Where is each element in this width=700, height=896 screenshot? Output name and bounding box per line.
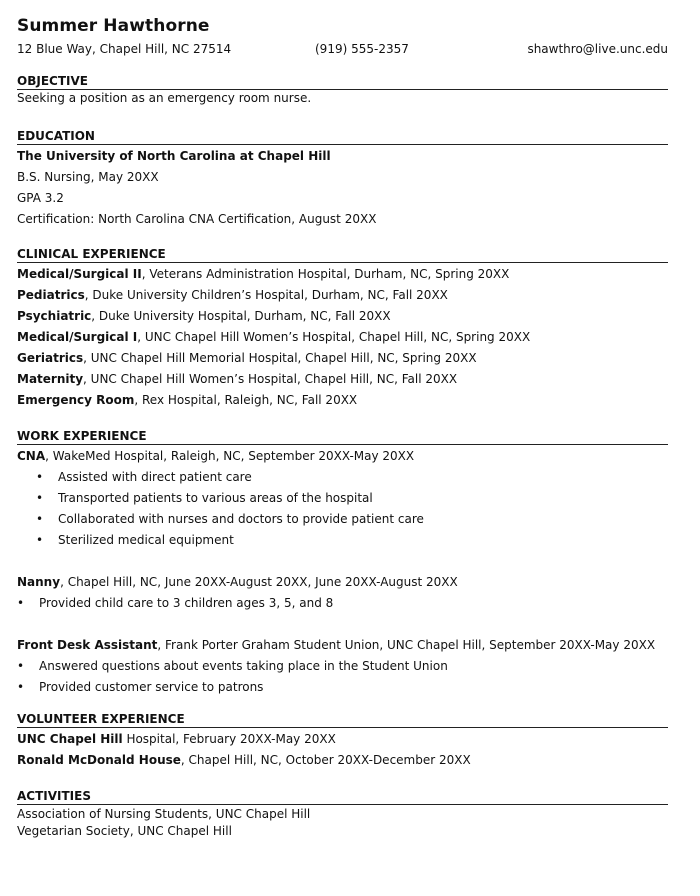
- clinical-item: [17, 285, 668, 306]
- clinical-detail: , Rex Hospital, Raleigh, NC, Fall 20XX: [134, 393, 358, 407]
- clinical-role: Emergency Room: [17, 393, 135, 407]
- job-detail: , WakeMed Hospital, Raleigh, NC, September 20XX-May 20XX: [45, 449, 415, 463]
- clinical-item: [17, 264, 668, 285]
- job-bullet: [17, 677, 668, 698]
- bullet-icon: •: [17, 680, 25, 694]
- address: 12 Blue Way, Chapel Hill, NC 27514: [17, 42, 232, 56]
- email-address: shawthro@live.unc.edu: [527, 42, 668, 56]
- clinical-item: [17, 390, 668, 411]
- activities-section: [17, 789, 668, 840]
- job-detail: , Frank Porter Graham Student Union, UNC Chapel Hill, September 20XX-May 20XX: [157, 638, 656, 652]
- work-list: [17, 446, 668, 698]
- clinical-item: [17, 369, 668, 390]
- clinical-detail: , UNC Chapel Hill Women’s Hospital, Chapel Hill, NC, Fall 20XX: [83, 372, 458, 386]
- volunteer-detail: , Chapel Hill, NC, October 20XX-December 20XX: [180, 753, 471, 767]
- job-bullet: [17, 530, 668, 551]
- activity-item: Vegetarian Society, UNC Chapel Hill: [17, 824, 232, 838]
- clinical-role: Pediatrics: [17, 288, 85, 302]
- activities-list: [17, 806, 668, 840]
- education-section: [17, 129, 668, 230]
- clinical-role: Geriatrics: [17, 351, 84, 365]
- clinical-detail: , UNC Chapel Hill Memorial Hospital, Chapel Hill, NC, Spring 20XX: [83, 351, 477, 365]
- volunteer-item: [17, 750, 668, 771]
- volunteer-item: [17, 729, 668, 750]
- bullet-icon: •: [17, 659, 25, 673]
- job-bullet: [17, 509, 668, 530]
- certification: Certification: North Carolina CNA Certification, August 20XX: [17, 212, 377, 226]
- work-experience-section: [17, 429, 668, 698]
- volunteer-org: UNC Chapel Hill: [17, 732, 123, 746]
- clinical-role: Maternity: [17, 372, 84, 386]
- volunteer-detail: Hospital, February 20XX-May 20XX: [122, 732, 336, 746]
- job-detail: , Chapel Hill, NC, June 20XX-August 20XX, June 20XX-August 20XX: [60, 575, 458, 589]
- bullet-text: Provided customer service to patrons: [39, 680, 264, 694]
- section-title: WORK EXPERIENCE: [17, 429, 668, 445]
- bullet-icon: •: [36, 470, 44, 484]
- degree: B.S. Nursing, May 20XX: [17, 170, 159, 184]
- bullet-icon: •: [36, 512, 44, 526]
- activity-item: Association of Nursing Students, UNC Chapel Hill: [17, 807, 311, 821]
- objective-text: Seeking a position as an emergency room nurse.: [17, 91, 312, 105]
- job-title-line: [17, 572, 668, 593]
- clinical-detail: , Duke University Hospital, Durham, NC, Fall 20XX: [91, 309, 391, 323]
- clinical-role: Medical/Surgical II: [17, 267, 142, 281]
- bullet-text: Collaborated with nurses and doctors to provide patient care: [58, 512, 424, 526]
- job-role: CNA: [17, 449, 46, 463]
- job-bullet: [17, 593, 668, 614]
- section-title: OBJECTIVE: [17, 74, 668, 90]
- clinical-list: [17, 264, 668, 411]
- phone-number: (919) 555-2357: [315, 42, 409, 56]
- school-name: The University of North Carolina at Chapel Hill: [17, 149, 331, 163]
- spacer: [17, 614, 668, 635]
- spacer: [17, 551, 668, 572]
- bullet-text: Transported patients to various areas of the hospital: [58, 491, 373, 505]
- bullet-text: Answered questions about events taking place in the Student Union: [39, 659, 448, 673]
- volunteer-experience-section: [17, 712, 668, 771]
- bullet-icon: •: [17, 596, 25, 610]
- bullet-text: Provided child care to 3 children ages 3, 5, and 8: [39, 596, 334, 610]
- job-bullet: [17, 488, 668, 509]
- job-title-line: [17, 446, 668, 467]
- clinical-detail: , Duke University Children’s Hospital, Durham, NC, Fall 20XX: [84, 288, 448, 302]
- bullet-icon: •: [36, 533, 44, 547]
- clinical-detail: , Veterans Administration Hospital, Durham, NC, Spring 20XX: [141, 267, 510, 281]
- clinical-item: [17, 306, 668, 327]
- job-bullet: [17, 656, 668, 677]
- section-title: VOLUNTEER EXPERIENCE: [17, 712, 668, 728]
- section-title: EDUCATION: [17, 129, 668, 145]
- clinical-role: Psychiatric: [17, 309, 92, 323]
- bullet-text: Assisted with direct patient care: [58, 470, 252, 484]
- gpa: GPA 3.2: [17, 191, 64, 205]
- clinical-role: Medical/Surgical I: [17, 330, 138, 344]
- objective-section: [17, 74, 668, 107]
- clinical-experience-section: [17, 247, 668, 411]
- job-bullet: [17, 467, 668, 488]
- job-title-line: [17, 635, 668, 656]
- clinical-item: [17, 327, 668, 348]
- job-role: Nanny: [17, 575, 61, 589]
- volunteer-list: [17, 729, 668, 771]
- volunteer-org: Ronald McDonald House: [17, 753, 181, 767]
- bullet-icon: •: [36, 491, 44, 505]
- bullet-text: Sterilized medical equipment: [58, 533, 234, 547]
- clinical-item: [17, 348, 668, 369]
- resume-name: Summer Hawthorne: [17, 16, 210, 36]
- job-role: Front Desk Assistant: [17, 638, 158, 652]
- contact-line: [17, 42, 668, 62]
- section-title: CLINICAL EXPERIENCE: [17, 247, 668, 263]
- section-title: ACTIVITIES: [17, 789, 668, 805]
- clinical-detail: , UNC Chapel Hill Women’s Hospital, Chapel Hill, NC, Spring 20XX: [137, 330, 531, 344]
